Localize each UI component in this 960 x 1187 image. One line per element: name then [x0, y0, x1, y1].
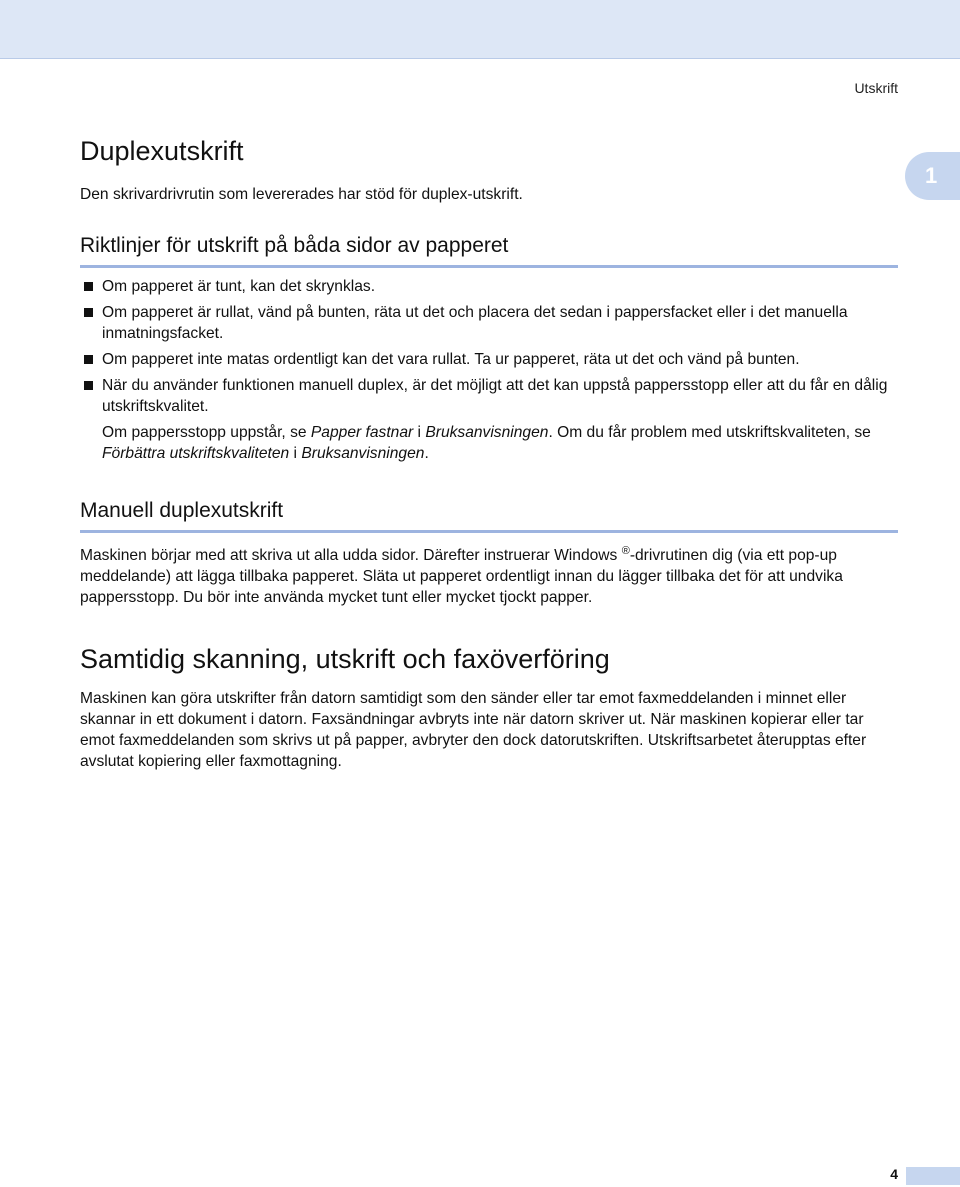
- note-text: i: [289, 445, 302, 462]
- bullet-square-icon: [84, 308, 93, 317]
- body-text: Maskinen börjar med att skriva ut alla udda sidor. Därefter instruerar Windows: [80, 547, 618, 564]
- running-header: Utskrift: [854, 80, 898, 96]
- ref-user-guide: Bruksanvisningen: [425, 424, 549, 441]
- link-paper-jam[interactable]: Papper fastnar: [310, 424, 414, 441]
- list-item-text: Om papperet är rullat, vänd på bunten, räta ut det och placera det sedan i pappersfacket eller i det manuella inmatningsfacket.: [102, 304, 848, 342]
- list-item-text: Om papperet är tunt, kan det skrynklas.: [102, 278, 376, 295]
- guidelines-note: [80, 422, 898, 464]
- link-improve-quality[interactable]: Förbättra utskriftskvaliteten: [102, 445, 290, 462]
- list-item: [80, 276, 898, 297]
- footer-tab: [906, 1167, 960, 1185]
- guidelines-list: [80, 276, 898, 417]
- manual-duplex-text: [80, 545, 898, 608]
- page-title: Duplexutskrift: [80, 136, 244, 166]
- page-content: [80, 134, 898, 772]
- note-text: . Om du får problem med utskriftskvaliteten, se: [548, 424, 871, 441]
- bullet-square-icon: [84, 355, 93, 364]
- list-item: [80, 375, 898, 417]
- chapter-tab: [905, 152, 960, 200]
- list-item-text: När du använder funktionen manuell duplex, är det möjligt att det kan uppstå pappersstopp eller att du får en dålig utskriftskvalitet.: [102, 377, 888, 415]
- intro-text: Den skrivardrivrutin som levererades har stöd för duplex-utskrift.: [80, 186, 523, 203]
- guidelines-heading: Riktlinjer för utskrift på båda sidor av papperet: [80, 233, 898, 268]
- page-number: 4: [890, 1166, 898, 1182]
- ref-user-guide: Bruksanvisningen: [301, 445, 425, 462]
- list-item: [80, 349, 898, 370]
- registered-mark: ®: [621, 545, 630, 557]
- simultaneous-heading: Samtidig skanning, utskrift och faxöverföring: [80, 644, 610, 674]
- bullet-square-icon: [84, 282, 93, 291]
- note-text: Om pappersstopp uppstår, se: [102, 424, 311, 441]
- simultaneous-text: Maskinen kan göra utskrifter från datorn samtidigt som den sänder eller tar emot faxmeddelanden i minnet eller skannar in ett dokument i datorn. Faxsändningar avbryts inte när datorn skriver ut. När maskinen kopierar eller tar emot faxmeddelanden som skrivs ut på papper, avbryter den dock datorutskriften. Utskriftsarbetet återupptas efter avslutat kopiering eller faxmottagning.: [80, 690, 867, 770]
- manual-duplex-heading: Manuell duplexutskrift: [80, 498, 898, 533]
- top-band: [0, 0, 960, 59]
- note-text: i: [413, 424, 426, 441]
- chapter-number: 1: [925, 163, 938, 188]
- note-text: .: [424, 445, 429, 462]
- bullet-square-icon: [84, 381, 93, 390]
- list-item: [80, 302, 898, 344]
- list-item-text: Om papperet inte matas ordentligt kan det vara rullat. Ta ur papperet, räta ut det och vänd på bunten.: [102, 351, 800, 368]
- body-text: -drivrutinen dig (via ett pop-up meddelande) att lägga tillbaka papperet. Släta ut papperet ordentligt innan du lägger tillbaka det för att undvika pappersstopp. Du bör inte använda mycket tunt eller mycket tjockt papper.: [80, 547, 843, 606]
